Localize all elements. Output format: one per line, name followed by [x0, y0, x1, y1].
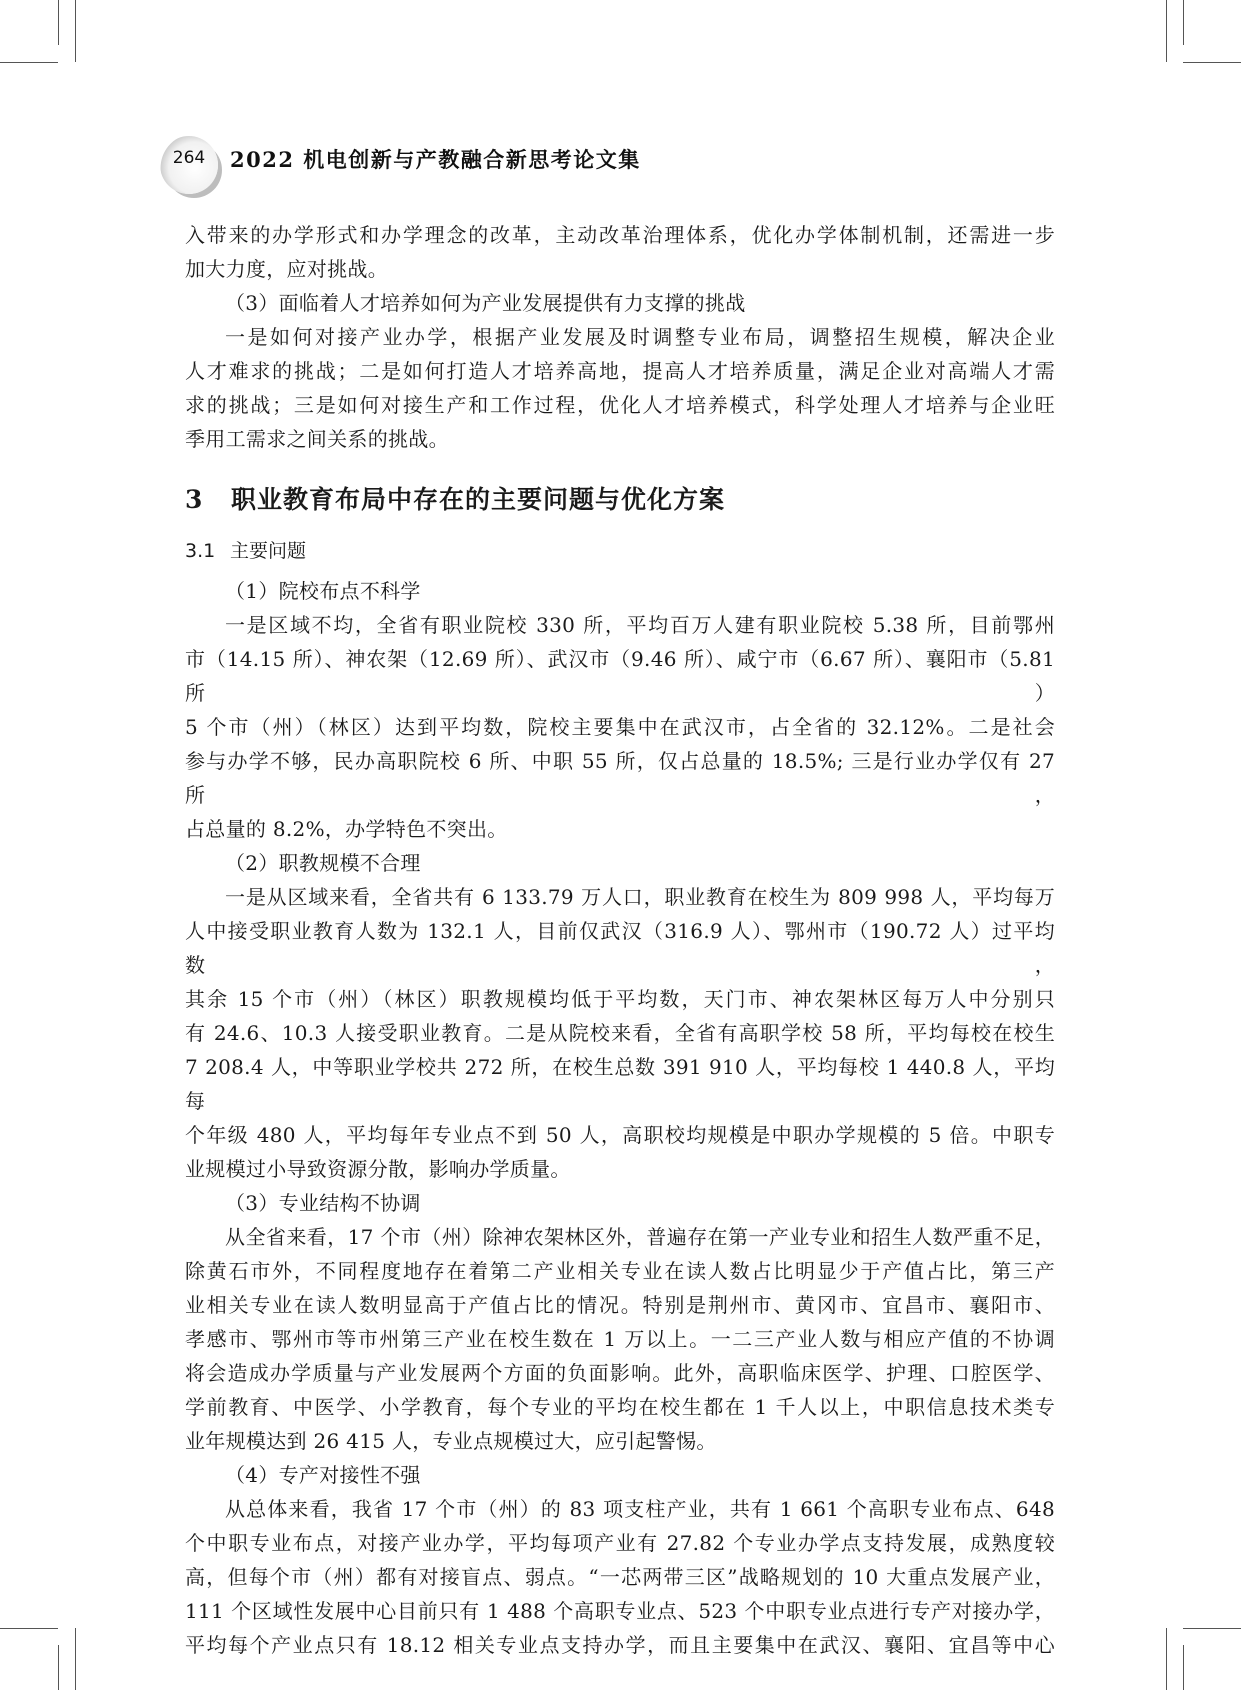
crop-mark [1183, 1645, 1184, 1690]
text-line: 学前教育、中医学、小学教育，每个专业的平均在校生都在 1 千人以上，中职信息技术类专 [185, 1395, 1055, 1419]
page-header [150, 130, 1050, 210]
text-line: 孝感市、鄂州市等市州第三产业在校生数在 1 万以上。一二三产业人数与相应产值的不协调 [185, 1327, 1055, 1351]
text-line: 求的挑战；三是如何对接生产和工作过程，优化人才培养模式，科学处理人才培养与企业旺 [185, 393, 1055, 417]
text-line: 有 24.6、10.3 人接受职业教育。二是从院校来看，全省有高职学校 58 所，平均每校在校生 [185, 1021, 1055, 1045]
text-line: 业规模过小导致资源分散，影响办学质量。 [185, 1157, 571, 1181]
text-line: 平均每个产业点只有 18.12 相关专业点支持办学，而且主要集中在武汉、襄阳、宜昌等中心 [185, 1633, 1055, 1657]
text-line: 从总体来看，我省 17 个市（州）的 83 项支柱产业，共有 1 661 个高职专业布点、648 [225, 1497, 1055, 1521]
crop-mark [1183, 0, 1184, 45]
subsection-title: 主要问题 [230, 540, 307, 562]
subheading-problem-1: （1）院校布点不科学 [225, 579, 421, 603]
text-line: 从全省来看，17 个市（州）除神农架林区外，普遍存在第一产业专业和招生人数严重不足， [225, 1225, 1055, 1249]
subsection-heading [185, 534, 1055, 568]
subheading-problem-2: （2）职教规模不合理 [225, 851, 421, 875]
text-line: 个年级 480 人，平均每年专业点不到 50 人，高职校均规模是中职办学规模的 5 倍。中职专 [185, 1123, 1055, 1147]
text-line: 将会造成办学质量与产业发展两个方面的负面影响。此外，高职临床医学、护理、口腔医学、 [185, 1361, 1055, 1385]
page-number: 264 [172, 148, 206, 168]
text-line: 其余 15 个市（州）（林区）职教规模均低于平均数，天门市、神农架林区每万人中分别只 [185, 987, 1055, 1011]
text-line: 参与办学不够，民办高职院校 6 所、中职 55 所，仅占总量的 18.5%; 三是行业办学仅有 27 所， [185, 749, 1055, 807]
text-line: 入带来的办学形式和办学理念的改革，主动改革治理体系，优化办学体制机制，还需进一步 [185, 223, 1055, 247]
section-title: 职业教育布局中存在的主要问题与优化方案 [231, 485, 726, 514]
text-line: 除黄石市外，不同程度地存在着第二产业相关专业在读人数占比明显少于产值占比，第三产 [185, 1259, 1055, 1283]
subsection-number: 3.1 [185, 540, 216, 562]
text-line: 一是区域不均，全省有职业院校 330 所，平均百万人建有职业院校 5.38 所，目前鄂州 [225, 613, 1055, 637]
crop-mark [0, 1628, 58, 1629]
section-heading [185, 478, 1055, 522]
crop-mark [1166, 1628, 1167, 1690]
text-line: 111 个区域性发展中心目前只有 1 488 个高职专业点、523 个中职专业点进行专产对接办学， [185, 1599, 1055, 1623]
text-line: 市（14.15 所）、神农架（12.69 所）、武汉市（9.46 所）、咸宁市（6.67 所）、襄阳市（5.81 所） [185, 647, 1055, 705]
text-line: 占总量的 8.2%，办学特色不突出。 [185, 817, 508, 841]
text-line: 一是从区域来看，全省共有 6 133.79 万人口，职业教育在校生为 809 998 人，平均每万 [225, 885, 1055, 909]
subheading-problem-4: （4）专产对接性不强 [225, 1463, 421, 1487]
crop-mark [75, 0, 76, 62]
text-line: 业相关专业在读人数明显高于产值占比的情况。特别是荆州市、黄冈市、宜昌市、襄阳市、 [185, 1293, 1055, 1317]
crop-mark [0, 62, 58, 63]
text-line: 5 个市（州）（林区）达到平均数，院校主要集中在武汉市，占全省的 32.12%。二是社会 [185, 715, 1055, 739]
text-line: 个中职专业布点，对接产业办学，平均每项产业有 27.82 个专业办学点支持发展，成熟度较 [185, 1531, 1055, 1555]
crop-mark [1183, 62, 1241, 63]
text-line: 一是如何对接产业办学，根据产业发展及时调整专业布局，调整招生规模，解决企业 [225, 325, 1055, 349]
page-body [185, 218, 1055, 1662]
book-title: 2022 机电创新与产教融合新思考论文集 [230, 147, 641, 172]
text-line: 季用工需求之间关系的挑战。 [185, 427, 449, 451]
crop-mark [58, 0, 59, 45]
text-line: 人才难求的挑战；二是如何打造人才培养高地，提高人才培养质量，满足企业对高端人才需 [185, 359, 1055, 383]
subheading-challenge-3: （3）面临着人才培养如何为产业发展提供有力支撑的挑战 [225, 291, 746, 315]
subheading-problem-3: （3）专业结构不协调 [225, 1191, 421, 1215]
crop-mark [75, 1628, 76, 1690]
crop-mark [58, 1645, 59, 1690]
text-line: 业年规模达到 26 415 人，专业点规模过大，应引起警惕。 [185, 1429, 717, 1453]
crop-mark [1183, 1628, 1241, 1629]
crop-mark [1166, 0, 1167, 62]
text-line: 高，但每个市（州）都有对接盲点、弱点。“一芯两带三区”战略规划的 10 大重点发展产业， [185, 1565, 1055, 1589]
text-line: 人中接受职业教育人数为 132.1 人，目前仅武汉（316.9 人）、鄂州市（190.72 人）过平均数， [185, 919, 1055, 977]
text-line: 7 208.4 人，中等职业学校共 272 所，在校生总数 391 910 人，平均每校 1 440.8 人，平均每 [185, 1055, 1055, 1113]
section-number: 3 [185, 485, 204, 514]
text-line: 加大力度，应对挑战。 [185, 257, 388, 281]
